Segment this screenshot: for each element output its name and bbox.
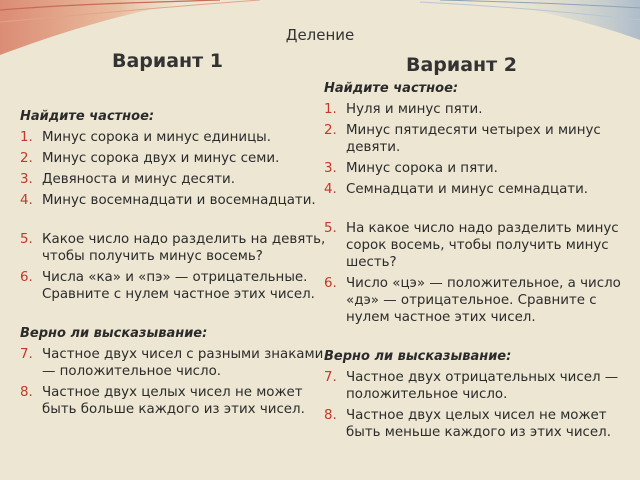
item-number: 1. xyxy=(20,130,33,145)
v1-subheading-true-statement: Верно ли высказывание: xyxy=(20,326,208,341)
item-text: Минус сорока и пяти. xyxy=(346,161,498,176)
page-title: Деление xyxy=(285,26,355,44)
item-text: Семнадцати и минус семнадцати. xyxy=(346,182,589,197)
item-number: 2. xyxy=(324,123,337,138)
list-item xyxy=(20,384,330,418)
item-text: Числа «ка» и «пэ» — отрицательные. Сравните с нулем частное этих чисел. xyxy=(42,270,315,302)
list-item xyxy=(324,407,624,441)
list-item xyxy=(324,220,624,271)
item-text: Минус восемнадцати и восемнадцати. xyxy=(42,193,316,208)
list-item xyxy=(20,171,330,188)
item-text: Минус сорока двух и минус семи. xyxy=(42,151,280,166)
v1-list-1 xyxy=(20,129,330,209)
variant-1-column xyxy=(20,108,330,422)
v2-list-3 xyxy=(324,369,624,441)
list-item xyxy=(324,101,624,118)
list-item xyxy=(324,275,624,326)
item-number: 5. xyxy=(20,232,33,247)
list-item xyxy=(324,181,624,198)
item-number: 4. xyxy=(324,182,337,197)
list-item xyxy=(20,346,330,380)
item-number: 7. xyxy=(20,347,33,362)
item-number: 3. xyxy=(20,172,33,187)
item-text: Минус пятидесяти четырех и минус девяти. xyxy=(346,123,601,155)
item-text: На какое число надо разделить минус сорок восемь, чтобы получить минус шесть? xyxy=(346,221,619,270)
v2-subheading-find-quotient: Найдите частное: xyxy=(324,81,459,96)
v2-list-1 xyxy=(324,101,624,198)
item-text: Девяноста и минус десяти. xyxy=(42,172,235,187)
item-text: Частное двух целых чисел не может быть меньше каждого из этих чисел. xyxy=(346,408,611,440)
item-number: 7. xyxy=(324,370,337,385)
item-text: Нуля и минус пяти. xyxy=(346,102,483,117)
variant-1-heading: Вариант 1 xyxy=(112,50,224,72)
variant-2-column xyxy=(324,80,624,445)
item-number: 5. xyxy=(324,221,337,236)
item-number: 8. xyxy=(324,408,337,423)
list-item xyxy=(324,160,624,177)
item-number: 2. xyxy=(20,151,33,166)
item-number: 6. xyxy=(20,270,33,285)
list-item xyxy=(20,269,330,303)
v2-list-2 xyxy=(324,220,624,326)
item-number: 4. xyxy=(20,193,33,208)
item-text: Частное двух целых чисел не может быть больше каждого из этих чисел. xyxy=(42,385,305,417)
item-text: Число «цэ» — положительное, а число «дэ» — отрицательное. Сравните с нулем частное этих чисел. xyxy=(346,276,621,325)
list-item xyxy=(324,369,624,403)
item-text: Частное двух чисел с разными знаками — положительное число. xyxy=(42,347,324,379)
v2-subheading-true-statement: Верно ли высказывание: xyxy=(324,349,512,364)
list-item xyxy=(20,231,330,265)
item-text: Какое число надо разделить на девять, чтобы получить минус восемь? xyxy=(42,232,326,264)
v1-subheading-find-quotient: Найдите частное: xyxy=(20,109,155,124)
item-text: Минус сорока и минус единицы. xyxy=(42,130,272,145)
list-item xyxy=(20,129,330,146)
list-item xyxy=(20,192,330,209)
item-number: 6. xyxy=(324,276,337,291)
v1-list-2 xyxy=(20,231,330,303)
list-item xyxy=(324,122,624,156)
item-number: 1. xyxy=(324,102,337,117)
variant-2-heading: Вариант 2 xyxy=(406,54,518,76)
v1-list-3 xyxy=(20,346,330,418)
item-number: 3. xyxy=(324,161,337,176)
list-item xyxy=(20,150,330,167)
item-text: Частное двух отрицательных чисел — положительное число. xyxy=(346,370,619,402)
item-number: 8. xyxy=(20,385,33,400)
